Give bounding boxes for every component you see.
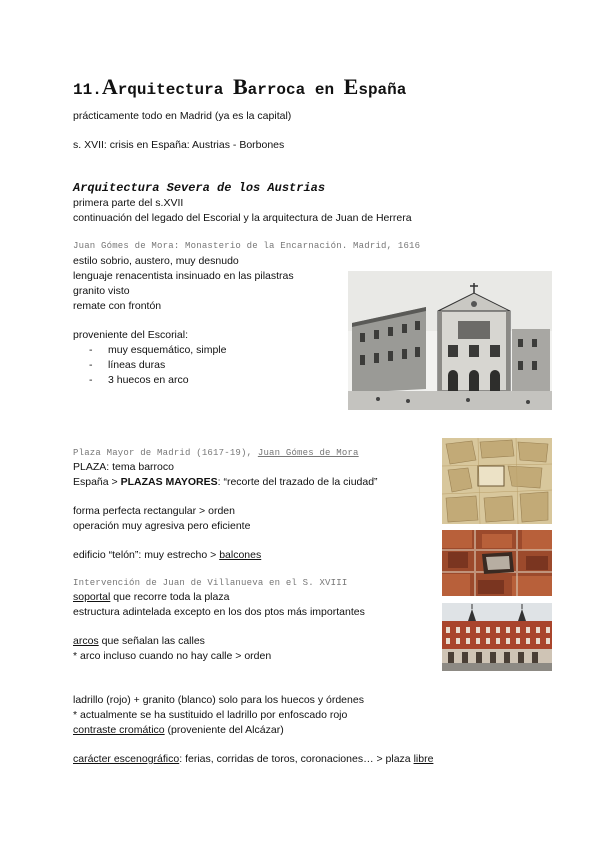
feature-item: remate con frontón — [73, 300, 162, 312]
feature-item: estilo sobrio, austero, muy desnudo — [73, 255, 239, 267]
austrias-features — [73, 254, 294, 314]
monastery-image — [348, 271, 552, 410]
villanueva-line-4: * arco incluso cuando no hay calle > orden — [73, 650, 272, 662]
austrias-line-2: continuación del legado del Escorial y la arquitectura de Juan de Herrera — [73, 212, 412, 224]
page-title: 11.Arquitectura Barroca en España — [73, 74, 407, 99]
aerial-photo-image — [442, 530, 552, 596]
feature-item: granito visto — [73, 285, 130, 297]
escorial-label: proveniente del Escorial: — [73, 329, 188, 341]
list-item: - muy esquemático, simple — [89, 343, 226, 358]
caption-plaza-mayor: Plaza Mayor de Madrid (1617-19), Juan Gómes de Mora — [73, 448, 359, 458]
historic-map-image — [442, 438, 552, 524]
plaza-line-3: forma perfecta rectangular > orden — [73, 505, 235, 517]
caption-villanueva: Intervención de Juan de Villanueva en el S. XVIII — [73, 578, 348, 588]
list-item: - 3 huecos en arco — [89, 373, 226, 388]
plaza-line-4: operación muy agresiva pero eficiente — [73, 520, 251, 532]
plaza-line-5: edificio “telón”: muy estrecho > balcones — [73, 549, 262, 561]
villanueva-line-6: * actualmente se ha sustituido el ladrillo por enfoscado rojo — [73, 709, 348, 721]
list-item: - líneas duras — [89, 358, 226, 373]
section-heading-austrias: Arquitectura Severa de los Austrias — [73, 181, 326, 195]
villanueva-line-2: estructura adintelada excepto en los dos ptos más importantes — [73, 606, 365, 618]
plaza-line-2: España > PLAZAS MAYORES: “recorte del trazado de la ciudad” — [73, 476, 378, 488]
feature-item: lenguaje renacentista insinuado en las pilastras — [73, 270, 294, 282]
villanueva-line-3: arcos que señalan las calles — [73, 635, 205, 647]
intro-line-2: s. XVII: crisis en España: Austrias - Borbones — [73, 139, 285, 151]
austrias-line-1: primera parte del s.XVII — [73, 197, 184, 209]
intro-line-1: prácticamente todo en Madrid (ya es la capital) — [73, 110, 292, 122]
villanueva-line-5: ladrillo (rojo) + granito (blanco) solo para los huecos y órdenes — [73, 694, 364, 706]
villanueva-line-7: contraste cromático (proveniente del Alcázar) — [73, 724, 284, 736]
villanueva-line-1: soportal que recorre toda la plaza — [73, 591, 230, 603]
escorial-list — [89, 343, 226, 388]
plaza-line-1: PLAZA: tema barroco — [73, 461, 174, 473]
plaza-facade-image — [442, 603, 552, 671]
caption-encarnacion: Juan Gómes de Mora: Monasterio de la Encarnación. Madrid, 1616 — [73, 241, 421, 251]
villanueva-line-8: carácter escenográfico: ferias, corridas de toros, coronaciones… > plaza libre — [73, 753, 434, 765]
